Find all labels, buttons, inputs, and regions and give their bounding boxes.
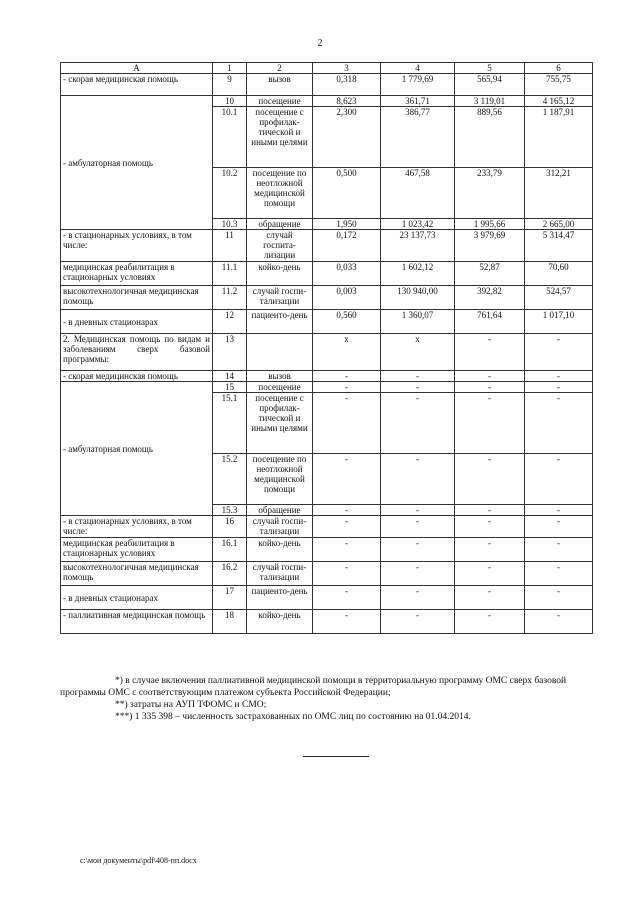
row-number: 10.1: [213, 107, 247, 168]
footnote: **) затраты на АУП ТФОМС и СМО;: [115, 700, 267, 710]
row-label: - амбулаторная помощь: [61, 96, 213, 230]
row-value: -: [525, 382, 593, 393]
row-value: 1 602,12: [381, 262, 455, 286]
table-row: [61, 382, 593, 393]
row-value: -: [313, 505, 381, 516]
row-unit: случай госпи-тализации: [247, 286, 313, 310]
row-unit: койко-день: [247, 262, 313, 286]
row-value: -: [525, 454, 593, 505]
row-value: -: [381, 371, 455, 382]
row-number: 18: [213, 610, 247, 634]
row-value: 565,94: [455, 74, 525, 96]
row-value: -: [381, 610, 455, 634]
row-unit: обращение: [247, 219, 313, 230]
row-number: 11: [213, 230, 247, 262]
row-number: 17: [213, 586, 247, 610]
table-row: [61, 286, 593, 310]
row-value: 312,21: [525, 168, 593, 219]
row-number: 13: [213, 334, 247, 371]
row-label: высокотехнологичная медицинская помощь: [61, 286, 213, 310]
row-unit: койко-день: [247, 538, 313, 562]
row-unit: посещение по неотложной медицинской помощи: [247, 454, 313, 505]
table-row: [61, 610, 593, 634]
row-value: 0,500: [313, 168, 381, 219]
table-row: [61, 562, 593, 586]
row-value: 386,77: [381, 107, 455, 168]
row-value: -: [313, 516, 381, 538]
row-value: 2,300: [313, 107, 381, 168]
row-value: -: [381, 393, 455, 454]
row-value: -: [313, 538, 381, 562]
row-value: -: [455, 538, 525, 562]
row-number: 16.2: [213, 562, 247, 586]
row-value: 2 665,00: [525, 219, 593, 230]
footnote-text: *) в случае включения паллиативной медицинской помощи в территориальную программу ОМС сверх базовой программы ОМС с соответствующим платежом субъекта Российской Федерации;: [60, 676, 567, 698]
row-unit: посещение с профилак-тической и иными целями: [247, 107, 313, 168]
table-row: [61, 74, 593, 96]
row-value: -: [455, 393, 525, 454]
row-value: -: [381, 538, 455, 562]
row-value: -: [455, 334, 525, 371]
row-number: 15.1: [213, 393, 247, 454]
page-number: 2: [317, 38, 323, 49]
row-value: 0,172: [313, 230, 381, 262]
row-value: -: [525, 516, 593, 538]
file-path: c:\мои документы\pdf\408-пп.docx: [80, 856, 197, 865]
row-value: -: [455, 562, 525, 586]
footnote: [60, 675, 600, 699]
row-value: -: [381, 562, 455, 586]
row-value: 1 187,91: [525, 107, 593, 168]
row-value: -: [313, 586, 381, 610]
row-number: 15.2: [213, 454, 247, 505]
row-number: 9: [213, 74, 247, 96]
row-value: -: [313, 393, 381, 454]
tariff-table: [60, 62, 593, 634]
row-unit: посещение: [247, 96, 313, 107]
row-value: 1 779,69: [381, 74, 455, 96]
row-value: -: [381, 505, 455, 516]
row-value: 467,58: [381, 168, 455, 219]
table-row: [61, 230, 593, 262]
row-value: 1 360,07: [381, 310, 455, 334]
row-value: 889,56: [455, 107, 525, 168]
row-unit: вызов: [247, 74, 313, 96]
row-unit: вызов: [247, 371, 313, 382]
row-number: 16: [213, 516, 247, 538]
row-value: -: [455, 516, 525, 538]
header-cell: А: [61, 63, 213, 74]
table-row: [61, 538, 593, 562]
table-row: [61, 586, 593, 610]
row-value: -: [525, 371, 593, 382]
header-cell: 5: [455, 63, 525, 74]
row-label: - паллиативная медицинская помощь: [61, 610, 213, 634]
row-value: -: [313, 562, 381, 586]
row-value: х: [313, 334, 381, 371]
row-label: высокотехнологичная медицинская помощь: [61, 562, 213, 586]
row-value: 0,560: [313, 310, 381, 334]
row-value: 3 119,01: [455, 96, 525, 107]
row-label: - в стационарных условиях, в том числе:: [61, 230, 213, 262]
row-value: -: [525, 334, 593, 371]
row-value: 5 314,47: [525, 230, 593, 262]
row-value: -: [455, 610, 525, 634]
row-value: -: [313, 382, 381, 393]
row-label: 2. Медицинская помощь по видам и заболеваниям сверх базовой программы:: [61, 334, 213, 371]
row-value: 1 995,66: [455, 219, 525, 230]
row-value: 0,003: [313, 286, 381, 310]
row-value: 755,75: [525, 74, 593, 96]
row-value: 1 017,10: [525, 310, 593, 334]
row-value: х: [381, 334, 455, 371]
row-number: 15: [213, 382, 247, 393]
header-cell: 1: [213, 63, 247, 74]
row-value: 8,623: [313, 96, 381, 107]
row-value: 130 940,00: [381, 286, 455, 310]
table-row: [61, 371, 593, 382]
row-value: -: [455, 586, 525, 610]
row-label: - амбулаторная помощь: [61, 382, 213, 516]
row-label: - скорая медицинская помощь: [61, 74, 213, 96]
row-label: - в дневных стационарах: [61, 310, 213, 334]
header-cell: 2: [247, 63, 313, 74]
row-label: - в стационарных условиях, в том числе:: [61, 516, 213, 538]
row-value: 52,87: [455, 262, 525, 286]
row-number: 11.2: [213, 286, 247, 310]
row-label: медицинская реабилитация в стационарных условиях: [61, 262, 213, 286]
separator-line: [303, 756, 369, 757]
row-value: -: [313, 371, 381, 382]
row-value: -: [313, 454, 381, 505]
footnotes: [60, 675, 600, 723]
row-value: -: [525, 505, 593, 516]
row-unit: койко-день: [247, 610, 313, 634]
row-value: -: [525, 393, 593, 454]
header-cell: 3: [313, 63, 381, 74]
row-unit: посещение по неотложной медицинской помощи: [247, 168, 313, 219]
row-value: -: [455, 371, 525, 382]
row-value: -: [455, 454, 525, 505]
row-value: -: [525, 586, 593, 610]
row-value: -: [381, 382, 455, 393]
row-label: медицинская реабилитация в стационарных условиях: [61, 538, 213, 562]
table-row: [61, 334, 593, 371]
row-number: 10.3: [213, 219, 247, 230]
row-unit: [247, 334, 313, 371]
table-row: [61, 262, 593, 286]
row-unit: случай госпи-тализации: [247, 562, 313, 586]
row-unit: посещение с профилак-тической и иными целями: [247, 393, 313, 454]
row-number: 15.3: [213, 505, 247, 516]
header-cell: 4: [381, 63, 455, 74]
row-unit: случай госпи-тализации: [247, 516, 313, 538]
footnote: ***) 1 335 398 – численность застрахованных по ОМС лиц по состоянию на 01.04.2014.: [115, 712, 471, 722]
row-value: 4 165,12: [525, 96, 593, 107]
row-value: -: [313, 610, 381, 634]
row-value: -: [525, 610, 593, 634]
row-value: 1,950: [313, 219, 381, 230]
row-value: 0,318: [313, 74, 381, 96]
row-number: 11.1: [213, 262, 247, 286]
row-value: -: [381, 586, 455, 610]
row-value: 361,71: [381, 96, 455, 107]
header-cell: 6: [525, 63, 593, 74]
row-unit: обращение: [247, 505, 313, 516]
row-value: 70,60: [525, 262, 593, 286]
row-value: 524,57: [525, 286, 593, 310]
row-number: 12: [213, 310, 247, 334]
row-label: - в дневных стационарах: [61, 586, 213, 610]
table-row: [61, 516, 593, 538]
row-value: 761,64: [455, 310, 525, 334]
row-value: 0,033: [313, 262, 381, 286]
row-value: -: [525, 562, 593, 586]
row-number: 10: [213, 96, 247, 107]
row-value: -: [455, 382, 525, 393]
row-unit: посещение: [247, 382, 313, 393]
row-number: 14: [213, 371, 247, 382]
row-value: -: [455, 505, 525, 516]
table-header-row: [61, 63, 593, 74]
row-value: -: [525, 538, 593, 562]
row-unit: пациенто-день: [247, 310, 313, 334]
row-value: 23 137,73: [381, 230, 455, 262]
row-value: 1 023,42: [381, 219, 455, 230]
row-number: 10.2: [213, 168, 247, 219]
table-row: [61, 96, 593, 107]
row-value: 392,82: [455, 286, 525, 310]
row-unit: пациенто-день: [247, 586, 313, 610]
row-value: 3 979,69: [455, 230, 525, 262]
row-value: -: [381, 516, 455, 538]
row-unit: случай госпита-лизации: [247, 230, 313, 262]
row-label: - скорая медицинская помощь: [61, 371, 213, 382]
row-value: 233,79: [455, 168, 525, 219]
table-row: [61, 310, 593, 334]
row-number: 16.1: [213, 538, 247, 562]
row-value: -: [381, 454, 455, 505]
